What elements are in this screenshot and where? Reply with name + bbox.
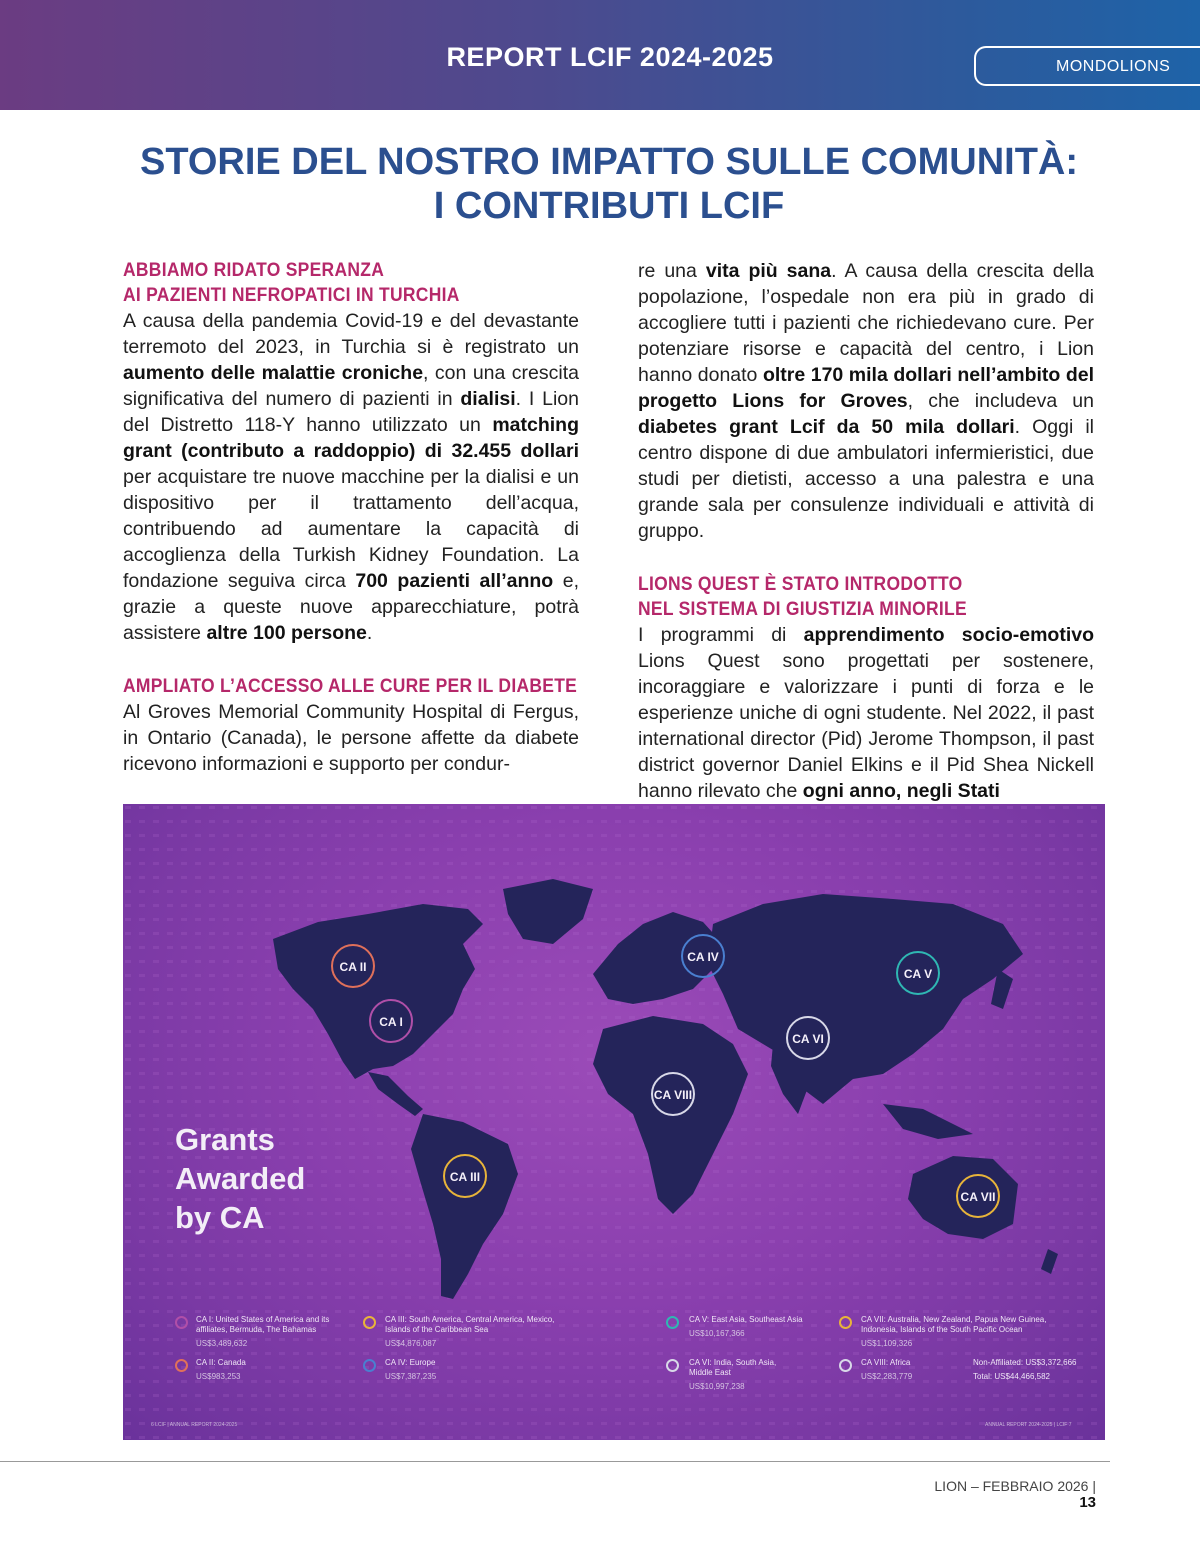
section3-heading-line1: LIONS QUEST È STATO INTRODOTTO	[638, 574, 963, 595]
legend-ca3-circle-icon	[363, 1316, 376, 1329]
legend-ca5-label: CA V: East Asia, Southeast Asia	[689, 1315, 803, 1324]
folio-text: LION – FEBBRAIO 2026 |	[934, 1478, 1096, 1494]
legend-ca4-amount: US$7,387,235	[385, 1372, 437, 1381]
text-run: I programmi di	[638, 624, 804, 646]
text-run: Lions Quest sono progettati per sostenere, incoraggiare e valorizzare i punti di forza e le esperienze uniche di ogni studente. Nel 2022, il past international director (Pid) Jerome Thompson, il past district governor Daniel Elkins e il Pid Shea Nickell hanno rilevato che	[638, 650, 1094, 802]
legend-ca2-amount: US$983,253	[196, 1372, 241, 1381]
section3-body	[638, 622, 1094, 804]
grants-heading	[175, 1120, 305, 1237]
bold-run: diabetes grant Lcif da 50 mila dollari	[638, 416, 1015, 438]
legend-ca7-amount: US$1,109,326	[861, 1339, 913, 1348]
section3-heading-line2: NEL SISTEMA DI GIUSTIZIA MINORILE	[638, 599, 967, 620]
ca5-label: CA V	[903, 967, 933, 981]
legend-ca3-label: CA III: South America, Central America, Mexico, Islands of the Caribbean Sea	[385, 1315, 555, 1334]
text-run: A causa della pandemia Covid-19 e del devastante terremoto del 2023, in Turchia si è registrato un	[123, 310, 579, 358]
grants-heading-line3: by CA	[175, 1200, 265, 1235]
legend-ca3-amount: US$4,876,087	[385, 1339, 437, 1348]
legend-ca8	[861, 1358, 961, 1382]
legend-ca7-circle-icon	[839, 1316, 852, 1329]
grants-heading-line2: Awarded	[175, 1161, 306, 1196]
bold-run: dialisi	[460, 388, 516, 410]
text-run: . A causa della crescita della popolazione, l’ospedale non era più in grado di accogliere tutti i pazienti che richiedevano cure. Per potenziare risorse e capacità del centro, i Lion hanno donato	[638, 260, 1094, 386]
page-number: 13	[1079, 1494, 1096, 1511]
section2-body-part1: Al Groves Memorial Community Hospital di Fergus, in Ontario (Canada), le persone affette da diabete ricevono informazioni e supporto per condur-	[123, 701, 579, 775]
legend-ca3	[385, 1315, 560, 1349]
ca2-label: CA II	[339, 960, 367, 974]
text-run: per acquistare tre nuove macchine per la dialisi e un dispositivo per il trattamento dell’acqua, contribuendo ad aumentare la capacità di accoglienza della Turkish Kidney Foundation. La fondazione seguiva circa	[123, 466, 579, 592]
text-run: , che includeva un	[907, 390, 1094, 412]
ca6-label: CA VI	[792, 1032, 824, 1046]
ca7-label: CA VII	[960, 1190, 996, 1204]
legend-non-affiliated	[973, 1358, 1103, 1368]
header-band	[0, 0, 1200, 110]
bold-run: ogni anno, negli Stati	[802, 780, 1000, 802]
legend-ca1	[196, 1315, 336, 1349]
section1-heading-line1: ABBIAMO RIDATO SPERANZA	[123, 260, 385, 281]
ca3-label: CA III	[449, 1170, 481, 1184]
legend-total	[973, 1372, 1103, 1382]
bold-run: aumento delle malattie croniche	[123, 362, 424, 384]
ca8-label: CA VIII	[653, 1088, 693, 1102]
legend-ca2	[196, 1358, 336, 1382]
page-title-line1: STORIE DEL NOSTRO IMPATTO SULLE COMUNITÀ:	[139, 141, 1079, 183]
legend-ca5-amount: US$10,167,366	[689, 1329, 745, 1338]
section1-heading-line2: AI PAZIENTI NEFROPATICI IN TURCHIA	[123, 285, 460, 306]
text-run: e, grazie a queste nuove apparecchiature, potrà assistere	[123, 570, 579, 644]
page-folio	[920, 1478, 1096, 1511]
legend-non-affiliated-label: Non-Affiliated:	[973, 1358, 1024, 1367]
bold-run: matching grant (contributo a raddoppio) di 32.455 dollari	[123, 414, 579, 462]
legend-ca4-circle-icon	[363, 1359, 376, 1372]
grants-heading-line1: Grants	[175, 1122, 275, 1157]
legend-total-label: Total:	[973, 1372, 993, 1381]
legend-ca1-amount: US$3,489,632	[196, 1339, 248, 1348]
legend-ca2-circle-icon	[175, 1359, 188, 1372]
left-column	[123, 258, 579, 777]
legend-ca6-amount: US$10,997,238	[689, 1382, 745, 1391]
legend-total-amount: US$44,466,582	[994, 1372, 1050, 1381]
section-tag-label: MONDOLIONS	[1056, 58, 1171, 75]
legend-ca4-label: CA IV: Europe	[385, 1358, 436, 1367]
section2-body-part2	[638, 258, 1094, 544]
footer-rule	[0, 1461, 1110, 1462]
bold-run: 700 pazienti all’anno	[355, 570, 554, 592]
ca1-label: CA I	[379, 1015, 403, 1029]
legend-ca5-circle-icon	[666, 1316, 679, 1329]
bold-run: vita più sana	[705, 260, 832, 282]
legend-ca8-label: CA VIII: Africa	[861, 1358, 911, 1367]
map-footer-left: 6 LCIF | ANNUAL REPORT 2024-2025	[151, 1422, 238, 1428]
legend-ca8-amount: US$2,283,779	[861, 1372, 913, 1381]
legend-ca6-label: CA VI: India, South Asia, Middle East	[689, 1358, 777, 1377]
page-title-line2: I CONTRIBUTI LCIF	[433, 185, 785, 227]
text-run: , con una crescita significativa del numero di pazienti in	[123, 362, 579, 410]
section-tag	[974, 46, 1200, 86]
page-title	[0, 140, 1200, 228]
ca4-label: CA IV	[687, 950, 719, 964]
text-run: . I Lion del Distretto 118-Y hanno utilizzato un	[123, 388, 579, 436]
legend-ca7	[861, 1315, 1061, 1349]
legend-non-affiliated-amount: US$3,372,666	[1025, 1358, 1077, 1367]
report-title: REPORT LCIF 2024-2025	[446, 42, 774, 72]
legend-ca8-circle-icon	[839, 1359, 852, 1372]
section2-heading: AMPLIATO L’ACCESSO ALLE CURE PER IL DIABETE	[123, 676, 578, 697]
legend-ca6-circle-icon	[666, 1359, 679, 1372]
grants-map-image	[123, 804, 1105, 1440]
legend-ca6	[689, 1358, 789, 1392]
legend-ca4	[385, 1358, 560, 1382]
text-run: . Oggi il centro dispone di due ambulatori infermieristici, due studi per dietisti, accesso a una palestra e una grande sala per consulenze individuali e attività di gruppo.	[638, 416, 1094, 542]
legend-ca1-label: CA I: United States of America and its affiliates, Bermuda, The Bahamas	[196, 1315, 330, 1334]
bold-run: altre 100 persone	[206, 622, 367, 644]
map-footer-right: ANNUAL REPORT 2024-2025 | LCIF 7	[985, 1422, 1072, 1428]
section1-body	[123, 308, 579, 646]
legend-ca2-label: CA II: Canada	[196, 1358, 246, 1367]
bold-run: apprendimento socio-emotivo	[803, 624, 1094, 646]
right-column	[638, 258, 1094, 804]
legend-ca7-label: CA VII: Australia, New Zealand, Papua New Guinea, Indonesia, Islands of the South Pacific Ocean	[861, 1315, 1047, 1334]
bold-run: oltre 170 mila dollari nell’ambito del progetto Lions for Groves	[638, 364, 1095, 412]
text-run: re una	[638, 260, 706, 282]
legend-ca1-circle-icon	[175, 1316, 188, 1329]
legend-ca5	[689, 1315, 829, 1339]
text-run: .	[366, 622, 373, 644]
